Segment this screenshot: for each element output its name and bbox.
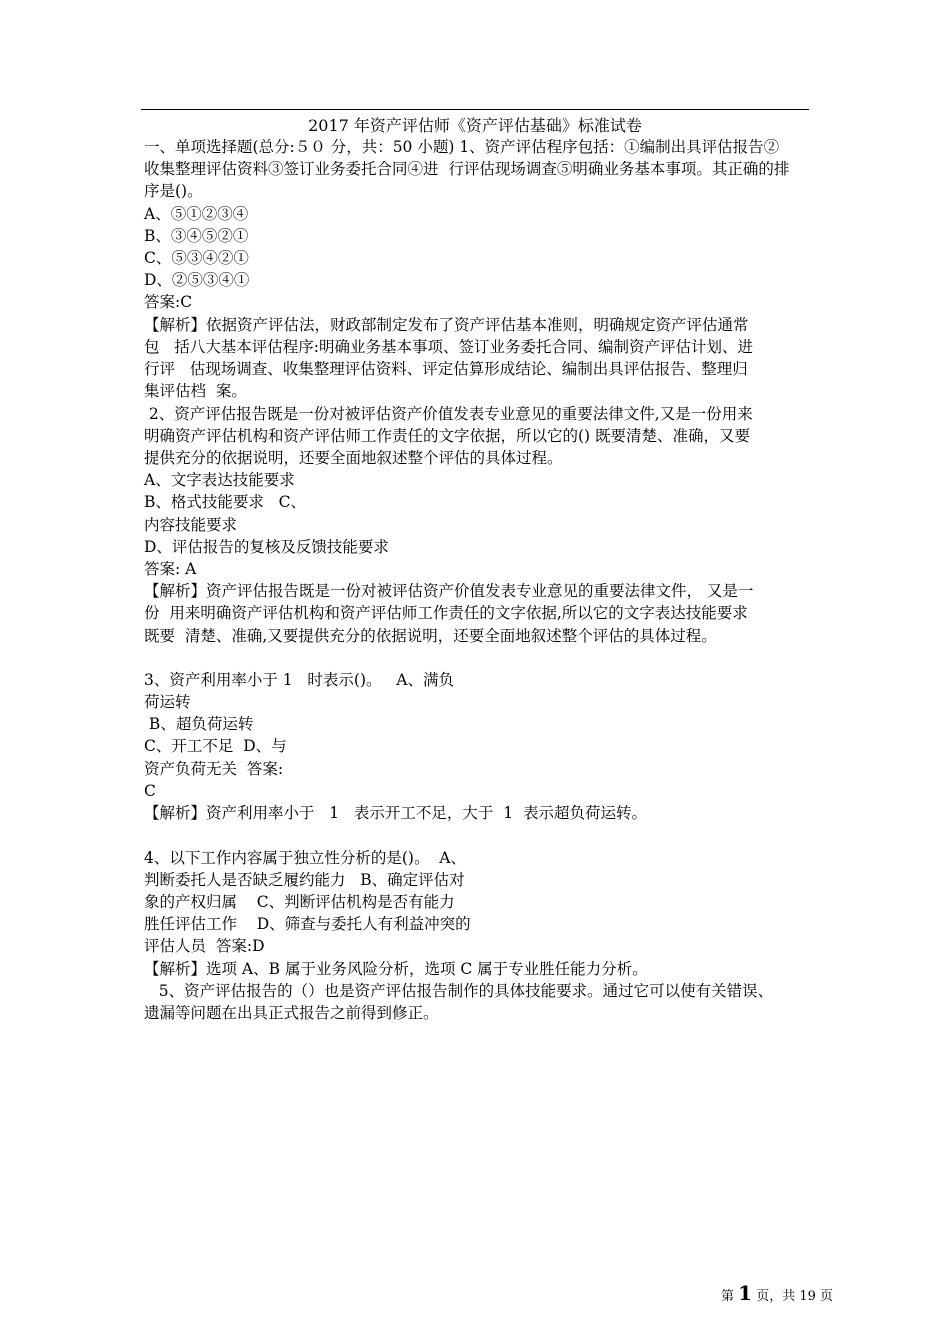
answer: C	[144, 782, 156, 800]
text-line: 提供充分的依据说明，还要全面地叙述整个评估的具体过程。	[144, 449, 563, 467]
question: 4、以下工作内容属于独立性分析的是()。 A、	[144, 849, 467, 867]
analysis: 【解析】选项 A、B 属于业务风险分析，选项 C 属于专业胜任能力分析。	[144, 960, 648, 978]
text-line: 行评 估现场调查、收集整理评估资料、评定估算形成结论、编制出具评估报告、整理归	[144, 360, 748, 378]
text-line: 序是()。	[144, 182, 203, 200]
option-d: D、②⑤③④①	[144, 271, 250, 289]
answer: 评估人员 答案:D	[144, 937, 265, 955]
option-c: C、⑤③④②①	[144, 249, 249, 267]
question: 5、资产评估报告的（）也是资产评估报告制作的具体技能要求。通过它可以使有关错误、	[144, 982, 774, 1000]
text-line: 明确资产评估机构和资产评估师工作责任的文字依据，所以它的() 既要清楚、准确，又要	[144, 427, 751, 445]
text-line: 既要 清楚、准确,又要提供充分的依据说明，还要全面地叙述整个评估的具体过程。	[144, 627, 717, 645]
document-title: 2017 年资产评估师《资产评估基础》标准试卷	[308, 116, 642, 135]
analysis: 【解析】资产利用率小于 1 表示开工不足，大于 1 表示超负荷运转。	[144, 804, 647, 822]
analysis: 【解析】依据资产评估法，财政部制定发布了资产评估基本准则，明确规定资产评估通常	[144, 316, 749, 334]
text-line: 份 用来明确资产评估机构和资产评估师工作责任的文字依据,所以它的文字表达技能要求	[144, 604, 748, 622]
header-rule	[141, 109, 809, 110]
option-b: B、格式技能要求 C、	[144, 493, 307, 511]
page-number: 1	[738, 1281, 753, 1305]
option-b: B、③④⑤②①	[144, 227, 249, 245]
analysis: 【解析】资产评估报告既是一份对被评估资产价值发表专业意见的重要法律文件， 又是一	[144, 582, 754, 600]
text-line: 集评估档 案。	[144, 382, 247, 400]
text-line: 判断委托人是否缺乏履约能力 B、确定评估对	[144, 871, 465, 889]
text-line: 荷运转	[144, 693, 191, 711]
text-line: 收集整理评估资料③签订业务委托合同④进 行评估现场调查⑤明确业务基本事项。其正确的排	[144, 160, 790, 178]
option-b: B、超负荷运转	[144, 715, 254, 733]
page-footer	[721, 1281, 833, 1305]
text-line: 内容技能要求	[144, 516, 238, 534]
text-line: 资产负荷无关 答案:	[144, 760, 284, 778]
option-c: C、开工不足 D、与	[144, 737, 287, 755]
question: 3、资产利用率小于 1 时表示()。 A、满负	[144, 671, 455, 689]
answer: 答案: A	[144, 560, 197, 578]
option-a: A、⑤①②③④	[144, 205, 249, 223]
question: 2、资产评估报告既是一份对被评估资产价值发表专业意见的重要法律文件,又是一份用来	[144, 405, 753, 423]
text-line: 遗漏等问题在出具正式报告之前得到修正。	[144, 1004, 439, 1022]
text-line: 胜任评估工作 D、筛查与委托人有利益冲突的	[144, 915, 471, 933]
answer: 答案:C	[144, 293, 193, 311]
footer-suffix: 页，共 19 页	[752, 1289, 834, 1304]
option-d: D、评估报告的复核及反馈技能要求	[144, 538, 389, 556]
text-line: 包 括八大基本评估程序:明确业务基本事项、签订业务委托合同、编制资产评估计划、进	[144, 338, 754, 356]
footer-prefix: 第	[721, 1289, 739, 1304]
text-line: 一、单项选择题(总分:５０ 分，共：50 小题) 1、资产评估程序包括：①编制出具评估报告②	[144, 138, 780, 156]
option-a: A、文字表达技能要求	[144, 471, 295, 489]
text-line: 象的产权归属 C、判断评估机构是否有能力	[144, 893, 455, 911]
